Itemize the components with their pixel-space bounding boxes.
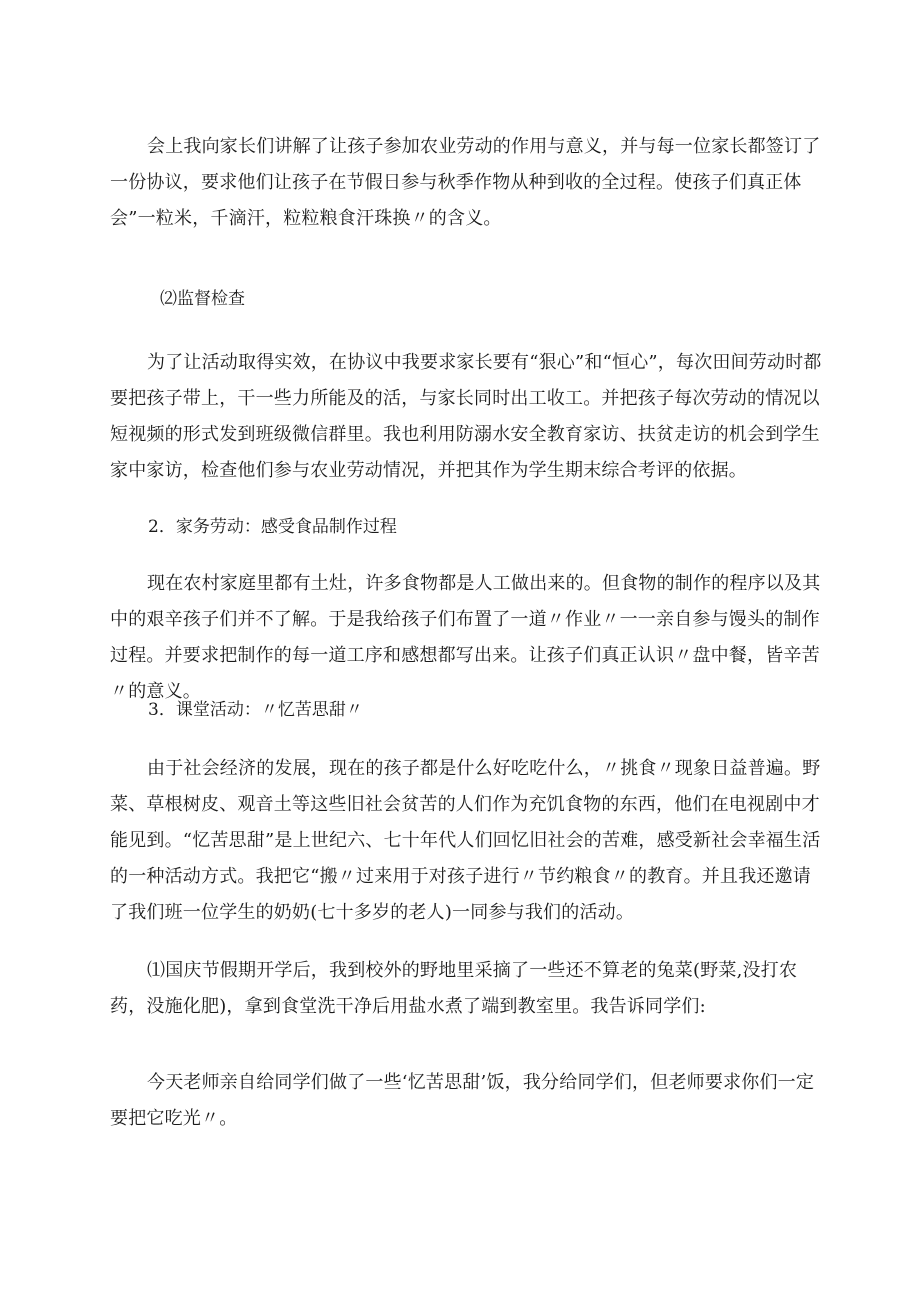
subheading-supervision: ⑵监督检查 (160, 289, 245, 309)
paragraph-wild-vegetables: ⑴国庆节假期开学后，我到校外的野地里采摘了一些还不算老的兔菜(野菜,没打农药，没施化肥)，拿到食堂洗干净后用盐水煮了端到教室里。我告诉同学们: (110, 960, 798, 1017)
paragraph-supervision: 为了让活动取得实效，在协议中我要求家长要有“狠心”和“恒心”，每次田间劳动时都要把孩子带上，干一些力所能及的活，与家长同时出工收工。并把孩子每次劳动的情况以短视频的形式发到班级微信群里。我也利用防溺水安全教育家访、扶贫走访的机会到学生家中家访，检查他们参与农业劳动情况，并把其作为学生期末综合考评的依据。 (110, 352, 822, 481)
section-heading-classroom: 3．课堂活动：〃忆苦思甜〃 (148, 700, 363, 720)
paragraph-classroom: 由于社会经济的发展，现在的孩子都是什么好吃吃什么，〃挑食〃现象日益普遍。野菜、草根树皮、观音土等这些旧社会贫苦的人们作为充饥食物的东西，他们在电视剧中才能见到。“忆苦思甜”是上世纪六、七十年代人们回忆旧社会的苦难，感受新社会幸福生活的一种活动方式。我把它“搬〃过来用于对孩子进行〃节约粮食〃的教育。并且我还邀请了我们班一位学生的奶奶(七十多岁的老人)一同参与我们的活动。 (110, 758, 821, 923)
paragraph-housework: 现在农村家庭里都有土灶，许多食物都是人工做出来的。但食物的制作的程序以及其中的艰辛孩子们并不了解。于是我给孩子们布置了一道〃作业〃一一亲自参与馒头的制作过程。并要求把制作的每一道工序和感想都写出来。让孩子们真正认识〃盘中餐，皆辛苦〃的意义。 (110, 573, 821, 702)
paragraph-agreement: 会上我向家长们讲解了让孩子参加农业劳动的作用与意义，并与每一位家长都签订了一份协议，要求他们让孩子在节假日参与秋季作物从种到收的全过程。使孩子们真正体会”一粒米，千滴汗，粒粒粮食汗珠换〃的含义。 (110, 136, 821, 229)
section-heading-housework: 2．家务劳动：感受食品制作过程 (148, 517, 397, 537)
paragraph-teacher-quote: 今天老师亲自给同学们做了一些‘忆苦思甜’饭，我分给同学们，但老师要求你们一定要把它吃光〃。 (110, 1072, 815, 1129)
